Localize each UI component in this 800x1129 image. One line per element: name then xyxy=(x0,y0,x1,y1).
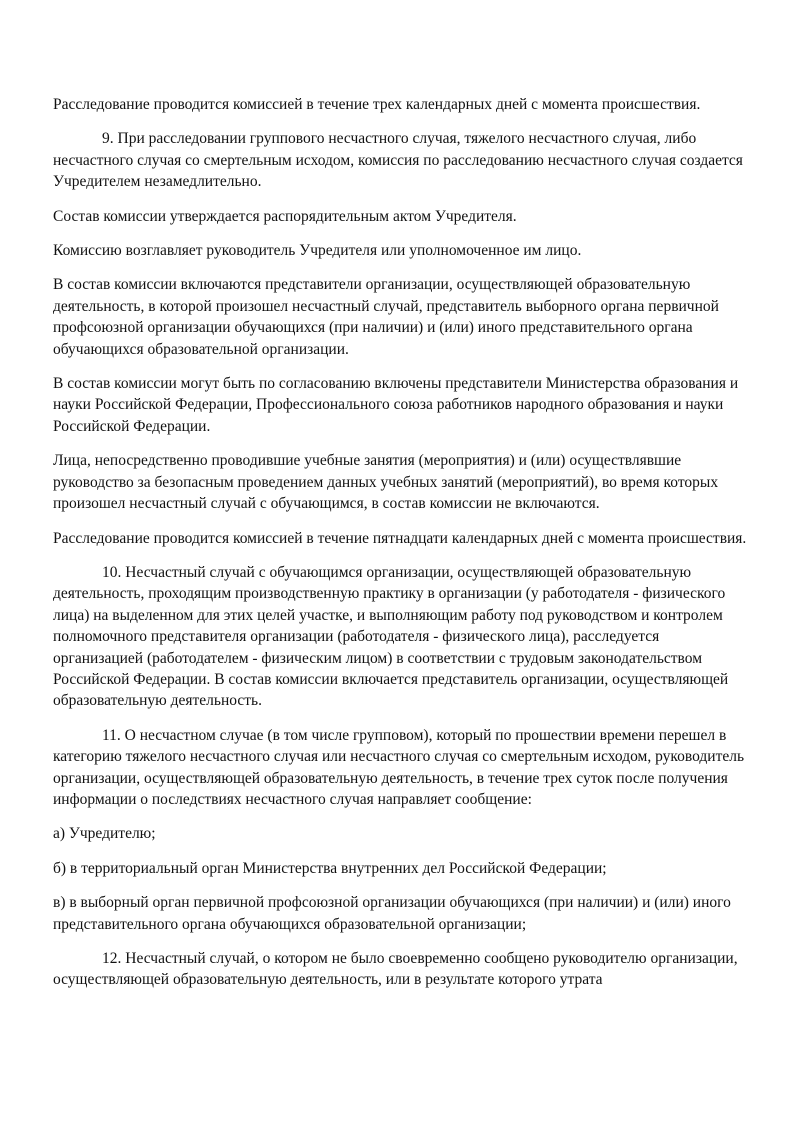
list-item: б) в территориальный орган Министерства внутренних дел Российской Федерации; xyxy=(53,859,607,877)
paragraph: Комиссию возглавляет руководитель Учредителя или уполномоченное им лицо. xyxy=(53,242,582,260)
paragraph: Расследование проводится комиссией в течение пятнадцати календарных дней с момента происшествия. xyxy=(53,529,747,547)
paragraph: В состав комиссии включаются представители организации, осуществляющей образовательную деятельность, в которой произошел несчастный случай, представитель выборного органа первичной профсоюзной организации обучающихся (при наличии) и (или) иного представительного органа обучающихся образовательной организации. xyxy=(53,276,719,358)
paragraph: Состав комиссии утверждается распорядительным актом Учредителя. xyxy=(53,207,517,225)
paragraph: Расследование проводится комиссией в течение трех календарных дней с момента происшествия. xyxy=(53,96,701,113)
paragraph: 12. Несчастный случай, о котором не было своевременно сообщено руководителю организации, осуществляющей образовательную деятельность, или в результате которого утрата xyxy=(53,950,738,989)
paragraph: 10. Несчастный случай с обучающимся организации, осуществляющей образовательную деятельность, проходящим производственную практику в организации (у работодателя - физического лица) на выделенном для этих целей участке, и выполняющим работу под руководством и контролем полномочного представителя организации (работодателя - физического лица), расследуется организацией (работодателем - физическим лицом) в соответствии с трудовым законодательством Российской Федерации. В состав комиссии включается представитель организации, осуществляющей образовательную деятельность. xyxy=(53,563,729,710)
paragraph: Лица, непосредственно проводившие учебные занятия (мероприятия) и (или) осуществлявшие руководство за безопасным проведением данных учебных занятий (мероприятий), во время которых произошел несчастный случай с обучающимся, в состав комиссии не включаются. xyxy=(53,452,719,513)
paragraph: В состав комиссии могут быть по согласованию включены представители Министерства образования и науки Российской Федерации, Профессионального союза работников народного образования и науки Российской Федерации. xyxy=(53,375,739,435)
paragraph: 11. О несчастном случае (в том числе групповом), который по прошествии времени перешел в категорию тяжелого несчастного случая или несчастного случая со смертельным исходом, руководитель организации, осуществляющей образовательную деятельность, в течение трех суток после получения информации о последствиях несчастного случая направляет сообщение: xyxy=(53,726,745,808)
paragraph: 9. При расследовании группового несчастного случая, тяжелого несчастного случая, либо несчастного случая со смертельным исходом, комиссия по расследованию несчастного случая создается Учредителем незамедлительно. xyxy=(53,130,743,191)
document-page xyxy=(53,94,747,1004)
list-item: а) Учредителю; xyxy=(53,825,156,843)
list-item: в) в выборный орган первичной профсоюзной организации обучающихся (при наличии) и (или) иного представительного органа обучающихся образовательной организации; xyxy=(53,894,731,933)
